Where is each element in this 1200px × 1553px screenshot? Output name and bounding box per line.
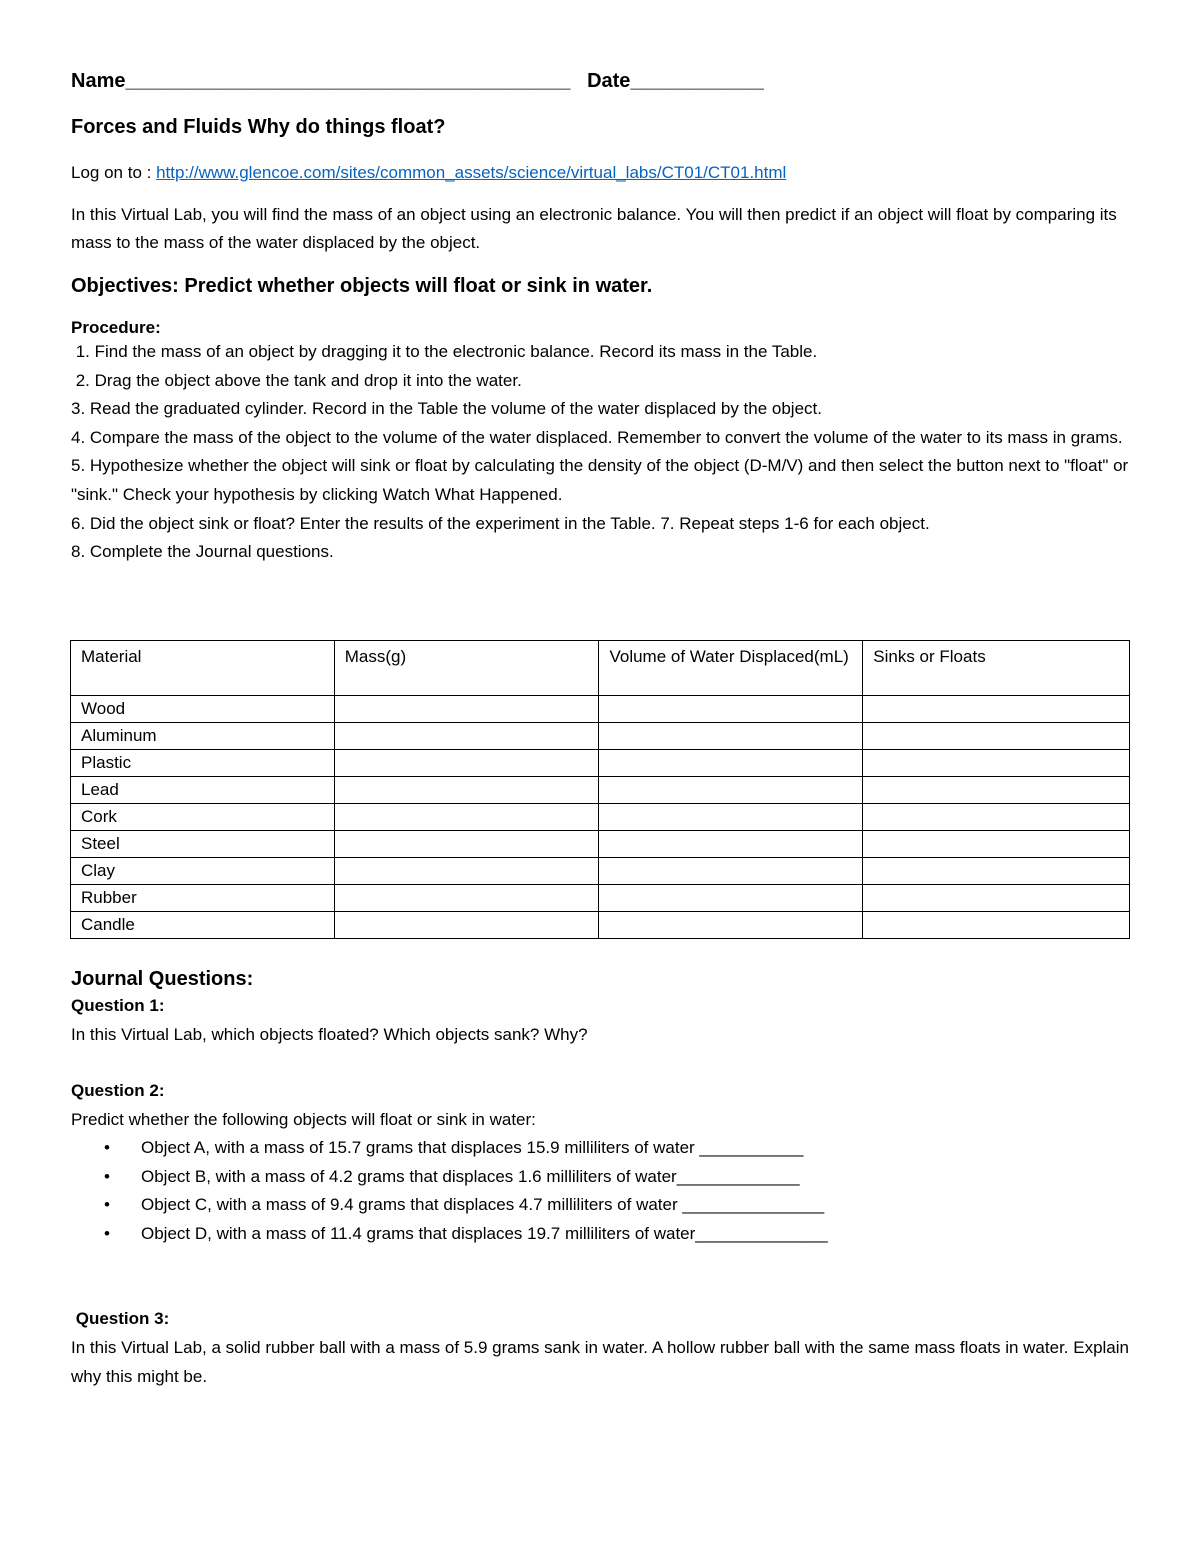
- name-label: Name: [71, 70, 126, 92]
- table-row: [71, 858, 1130, 885]
- table-row: [71, 912, 1130, 939]
- table-row: [71, 831, 1130, 858]
- result-cell[interactable]: [863, 750, 1130, 777]
- mass-cell[interactable]: [334, 750, 599, 777]
- procedure-heading: Procedure:: [71, 318, 161, 337]
- bullet-icon: •: [104, 1138, 110, 1157]
- material-cell: Rubber: [71, 885, 335, 912]
- bullet-icon: •: [104, 1223, 110, 1243]
- volume-cell[interactable]: [599, 777, 863, 804]
- volume-cell[interactable]: [599, 912, 863, 939]
- bullet-icon: •: [104, 1195, 110, 1214]
- result-cell[interactable]: [863, 696, 1130, 723]
- material-cell: Lead: [71, 777, 335, 804]
- question-2-text: Predict whether the following objects will float or sink in water:: [71, 1110, 536, 1129]
- mass-cell[interactable]: [334, 912, 599, 939]
- header-mass: Mass(g): [334, 641, 599, 696]
- table-row: [71, 777, 1130, 804]
- table-row: [71, 804, 1130, 831]
- list-item: • Object A, with a mass of 15.7 grams that displaces 15.9 milliliters of water ___________: [141, 1134, 1131, 1163]
- volume-cell[interactable]: [599, 885, 863, 912]
- question-1-text: In this Virtual Lab, which objects floated? Which objects sank? Why?: [71, 1025, 588, 1044]
- logon-line: [71, 159, 1131, 187]
- material-cell: Aluminum: [71, 723, 335, 750]
- worksheet-top: [71, 70, 1131, 567]
- list-item: • Object B, with a mass of 4.2 grams that displaces 1.6 milliliters of water_____________: [141, 1163, 1131, 1192]
- journal-section: [71, 968, 1131, 1391]
- header-volume: Volume of Water Displaced(mL): [599, 641, 863, 696]
- table-row: [71, 750, 1130, 777]
- name-date-line: [71, 70, 1131, 100]
- list-item: • Object D, with a mass of 11.4 grams that displaces 19.7 milliliters of water______________: [141, 1220, 1131, 1249]
- material-cell: Plastic: [71, 750, 335, 777]
- date-blank[interactable]: ____________: [630, 70, 764, 92]
- mass-cell[interactable]: [334, 885, 599, 912]
- bullet-icon: •: [104, 1166, 110, 1186]
- mass-cell[interactable]: [334, 831, 599, 858]
- procedure-step: 8. Complete the Journal questions.: [71, 542, 334, 562]
- header-sinks-floats: Sinks or Floats: [863, 641, 1130, 696]
- result-cell[interactable]: [863, 804, 1130, 831]
- procedure-step: 2. Drag the object above the tank and drop it into the water.: [71, 370, 522, 390]
- question-1-heading: Question 1:: [71, 996, 165, 1015]
- table-row: [71, 723, 1130, 750]
- volume-cell[interactable]: [599, 858, 863, 885]
- material-cell: Clay: [71, 858, 335, 885]
- results-table: [70, 640, 1130, 939]
- date-label: Date: [587, 70, 631, 92]
- volume-cell[interactable]: [599, 750, 863, 777]
- question-2-heading: Question 2:: [71, 1081, 165, 1100]
- material-cell: Candle: [71, 912, 335, 939]
- lab-link[interactable]: http://www.glencoe.com/sites/common_assets/science/virtual_labs/CT01/CT01.html: [156, 163, 787, 182]
- procedure-step: 3. Read the graduated cylinder. Record in the Table the volume of the water displaced by the object.: [71, 399, 822, 419]
- objectives-heading: Objectives: Predict whether objects will float or sink in water.: [71, 275, 653, 297]
- mass-cell[interactable]: [334, 696, 599, 723]
- table-header-row: [71, 641, 1130, 696]
- intro-paragraph: In this Virtual Lab, you will find the mass of an object using an electronic balance. You will then predict if an object will float by comparing its mass to the mass of the water displaced by the object.: [71, 205, 1117, 252]
- list-item: • Object C, with a mass of 9.4 grams that displaces 4.7 milliliters of water _______________: [141, 1191, 1131, 1220]
- mass-cell[interactable]: [334, 858, 599, 885]
- page-title: Forces and Fluids Why do things float?: [71, 116, 446, 138]
- table-row: [71, 885, 1130, 912]
- result-cell[interactable]: [863, 912, 1130, 939]
- result-cell[interactable]: [863, 777, 1130, 804]
- volume-cell[interactable]: [599, 696, 863, 723]
- question-2-list: [71, 1134, 1131, 1248]
- logon-label: Log on to :: [71, 163, 157, 182]
- volume-cell[interactable]: [599, 804, 863, 831]
- procedure-steps: [71, 338, 1131, 567]
- material-cell: Cork: [71, 804, 335, 831]
- header-material: Material: [71, 641, 335, 696]
- procedure-step: 1. Find the mass of an object by dragging it to the electronic balance. Record its mass in the Table.: [71, 342, 818, 361]
- volume-cell[interactable]: [599, 831, 863, 858]
- procedure-step: 4. Compare the mass of the object to the volume of the water displaced. Remember to convert the volume of the water to its mass in grams.: [71, 427, 1123, 447]
- procedure-step: 5. Hypothesize whether the object will sink or float by calculating the density of the object (D-M/V) and then select the button next to "float" or "sink." Check your hypothesis by clicking Watch What Happened.: [71, 456, 1129, 504]
- question-3-text: In this Virtual Lab, a solid rubber ball with a mass of 5.9 grams sank in water. A hollow rubber ball with the same mass floats in water. Explain why this might be.: [71, 1338, 1129, 1386]
- volume-cell[interactable]: [599, 723, 863, 750]
- mass-cell[interactable]: [334, 804, 599, 831]
- table-row: [71, 696, 1130, 723]
- material-cell: Wood: [71, 696, 335, 723]
- mass-cell[interactable]: [334, 777, 599, 804]
- result-cell[interactable]: [863, 858, 1130, 885]
- question-3-heading: Question 3:: [71, 1309, 170, 1328]
- procedure-step: 6. Did the object sink or float? Enter the results of the experiment in the Table. 7. Repeat steps 1-6 for each object.: [71, 513, 930, 533]
- result-cell[interactable]: [863, 831, 1130, 858]
- result-cell[interactable]: [863, 885, 1130, 912]
- result-cell[interactable]: [863, 723, 1130, 750]
- mass-cell[interactable]: [334, 723, 599, 750]
- name-blank[interactable]: ________________________________________: [125, 70, 571, 92]
- journal-title: Journal Questions:: [71, 968, 254, 990]
- material-cell: Steel: [71, 831, 335, 858]
